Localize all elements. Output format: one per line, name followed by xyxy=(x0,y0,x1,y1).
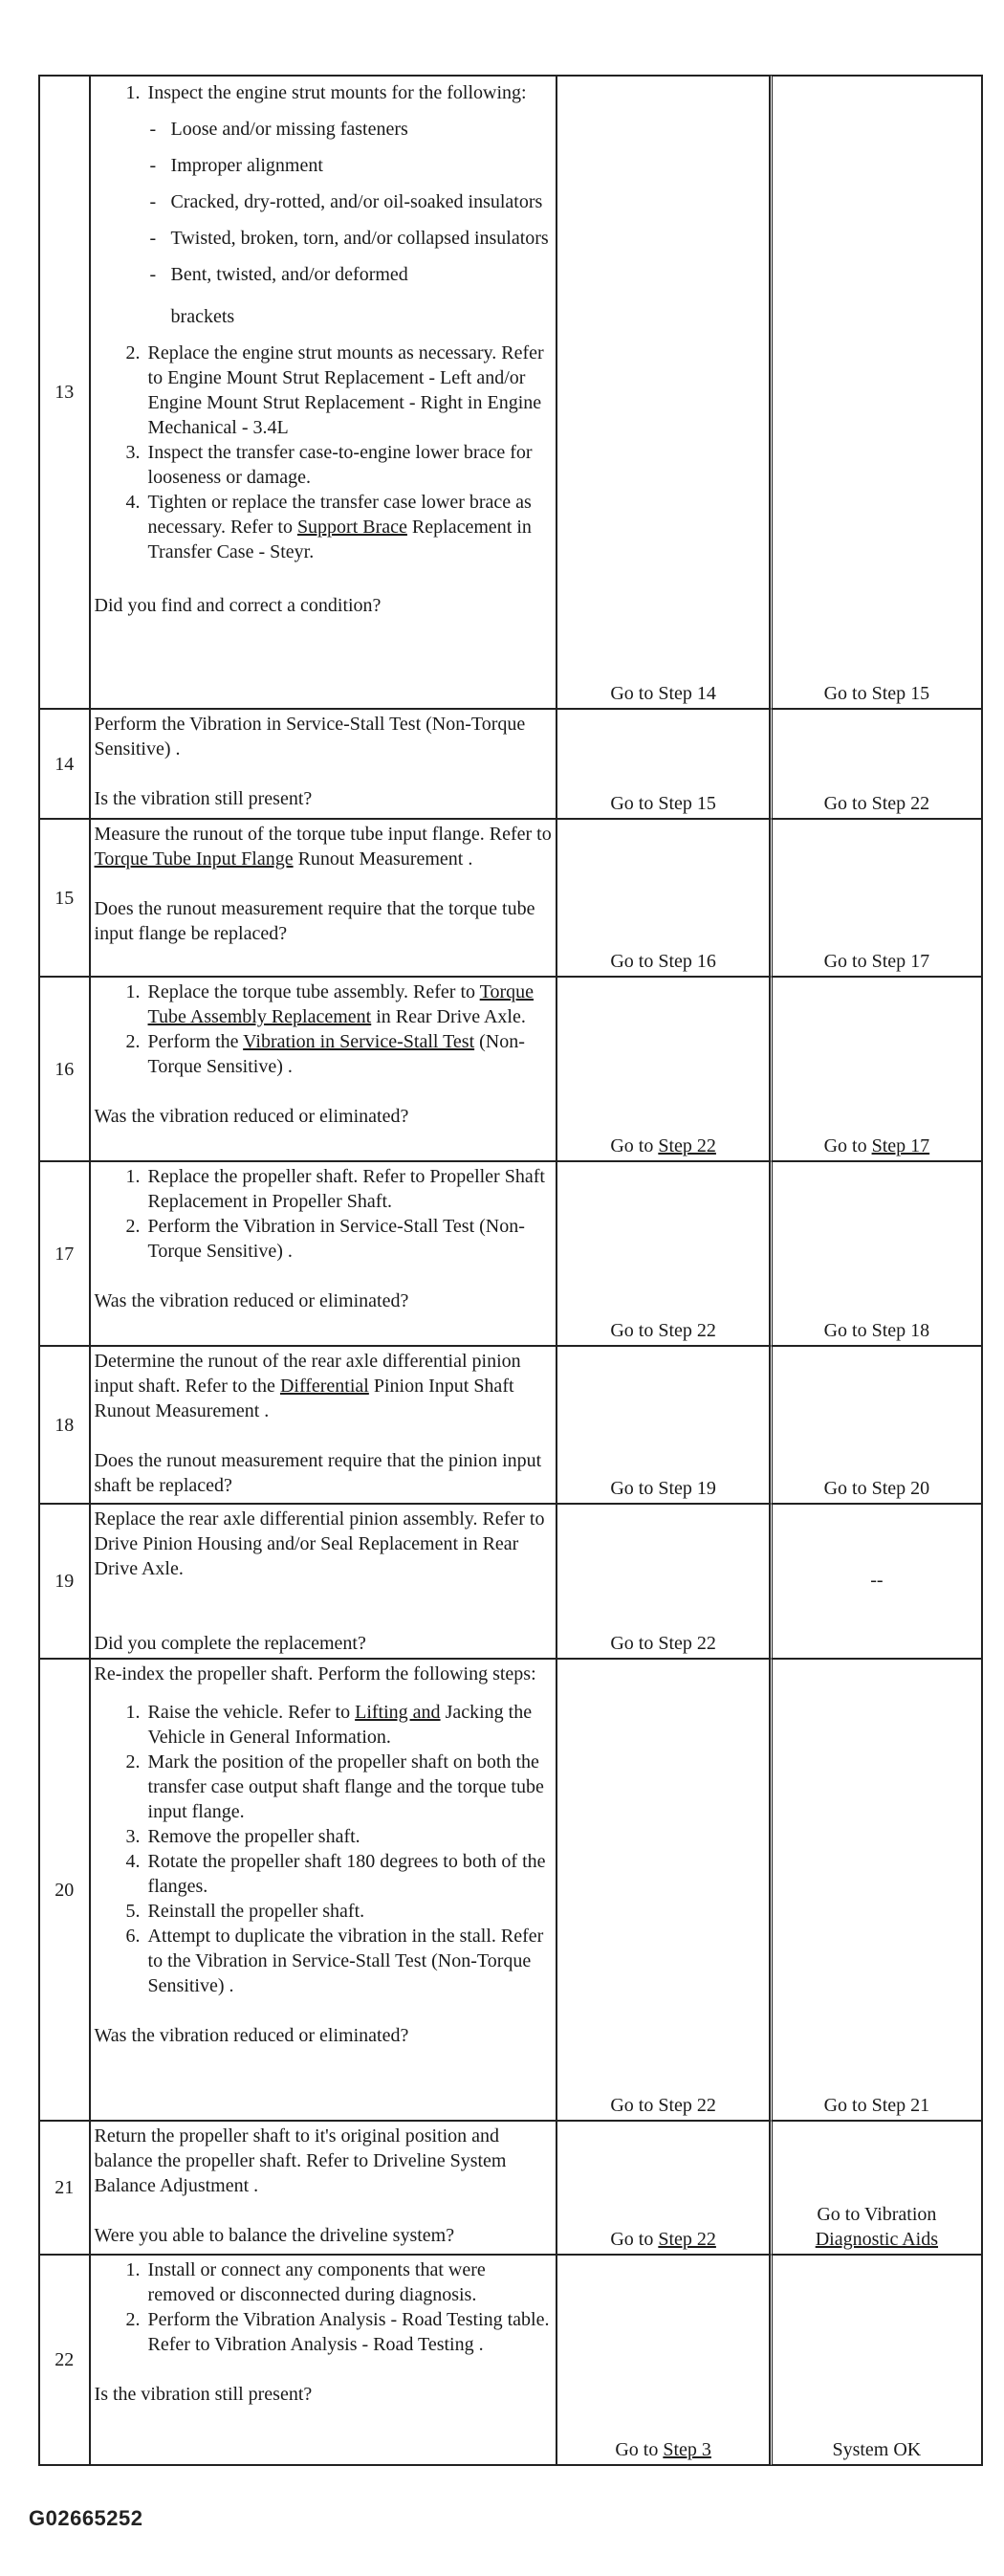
list-item: 1. Replace the propeller shaft. Refer to Propeller Shaft Replacement in Propeller Shaft. xyxy=(125,1166,545,1212)
list-item: 2. Perform the Vibration Analysis - Road Testing table. Refer to Vibration Analysis - Road Testing . xyxy=(125,2309,550,2355)
sub-item: brackets xyxy=(170,306,235,327)
step-number: 16 xyxy=(39,977,90,1161)
list-item: 2. Perform the Vibration in Service-Stall Test (Non-Torque Sensitive) . xyxy=(125,1216,525,1262)
action-cell xyxy=(90,76,557,709)
question: Does the runout measurement require that the torque tube input flange be replaced? xyxy=(94,898,535,944)
step-link[interactable]: Step 22 xyxy=(658,2229,716,2250)
step-number: 14 xyxy=(39,709,90,819)
sub-item: - Cracked, dry-rotted, and/or oil-soaked insulators xyxy=(149,191,543,212)
yes-cell: Go to Step 22 xyxy=(557,1659,769,2121)
step-link[interactable]: Step 17 xyxy=(871,1135,930,1156)
no-cell: System OK xyxy=(770,2255,982,2465)
action-cell xyxy=(90,1161,557,1346)
yes-cell: Go to Step 22 xyxy=(557,1504,769,1659)
table-row xyxy=(39,2121,982,2255)
no-cell: Go to Step 21 xyxy=(770,1659,982,2121)
table-row xyxy=(39,1504,982,1659)
action-cell xyxy=(90,2255,557,2465)
yes-cell: Go to Step 22 xyxy=(557,977,769,1161)
sub-item: - Improper alignment xyxy=(149,155,323,176)
action-cell: Re-index the propeller shaft. Perform the following steps: 1. Raise the vehicle. Refer to Lifting and Jacking the Vehicle in General Information. 2. Mark the position of the propeller shaft on both the transfer case output shaft flange and the torque tube input flange. 3. Remove the propeller shaft. 4. Rotate the propeller shaft 180 degrees to both of the flanges. 5. Reinstall the propeller shaft. 6. Attempt to duplicate the vibration in the stall. Refer to the Vibration in Service-Stall Test (Non-Torque Sensitive) . Was the vibration reduced or eliminated? xyxy=(90,1659,557,2121)
question: Did you find and correct a condition? xyxy=(94,595,382,616)
step-number: 19 xyxy=(39,1504,90,1659)
list-item: 1. Raise the vehicle. Refer to Lifting and Jacking the Vehicle in General Information. xyxy=(125,1702,533,1748)
yes-cell: Go to Step 3 xyxy=(557,2255,769,2465)
question: Was the vibration reduced or eliminated? xyxy=(94,1106,409,1127)
yes-cell: Go to Step 19 xyxy=(557,1346,769,1504)
action-cell: Determine the runout of the rear axle differential pinion input shaft. Refer to the Differential Pinion Input Shaft Runout Measurement . Does the runout measurement require that the pinion input shaft be replaced? xyxy=(90,1346,557,1504)
list-item: 1. Install or connect any components that were removed or disconnected during diagnosis. xyxy=(125,2259,486,2305)
action-cell xyxy=(90,977,557,1161)
no-cell: Go to Step 15 xyxy=(770,76,982,709)
table-row xyxy=(39,2255,982,2465)
step-number: 22 xyxy=(39,2255,90,2465)
step-number: 21 xyxy=(39,2121,90,2255)
yes-cell: Go to Step 22 xyxy=(557,1161,769,1346)
table-row xyxy=(39,1659,982,2121)
no-cell: Go to Vibration Diagnostic Aids xyxy=(770,2121,982,2255)
question: Was the vibration reduced or eliminated? xyxy=(94,1290,409,1311)
list-item: 4. Rotate the propeller shaft 180 degrees to both of the flanges. xyxy=(125,1851,546,1897)
table-row xyxy=(39,76,982,709)
figure-id: G02665252 xyxy=(29,2506,143,2530)
vibration-stall-test-link[interactable]: Vibration in Service-Stall Test xyxy=(243,1031,475,1052)
action-cell: Return the propeller shaft to it's original position and balance the propeller shaft. Refer to Driveline System Balance Adjustment . Were you able to balance the driveline system? xyxy=(90,2121,557,2255)
list-item: 1. Inspect the engine strut mounts for the following: - Loose and/or missing fasteners - Improper alignment - Cracked, dry-rotted, and/or oil-soaked insulators - Twisted, broken, torn, and/or collapsed insulators - Bent, twisted, and/or deformed brackets xyxy=(114,80,553,329)
action-cell: Perform the Vibration in Service-Stall Test (Non-Torque Sensitive) . Is the vibration still present? xyxy=(90,709,557,819)
no-cell: Go to Step 17 xyxy=(770,819,982,977)
step-link[interactable]: Step 3 xyxy=(663,2439,711,2460)
action-cell: Measure the runout of the torque tube input flange. Refer to Torque Tube Input Flange Runout Measurement . Does the runout measurement require that the torque tube input flange be replaced? xyxy=(90,819,557,977)
step-number: 18 xyxy=(39,1346,90,1504)
question: Was the vibration reduced or eliminated? xyxy=(94,2025,409,2046)
support-brace-link[interactable]: Support Brace xyxy=(296,517,407,538)
lifting-jacking-link[interactable]: Lifting and xyxy=(355,1702,441,1723)
step-number: 17 xyxy=(39,1161,90,1346)
list-item: 2. Mark the position of the propeller shaft on both the transfer case output shaft flange and the torque tube input flange. xyxy=(125,1751,544,1822)
table-row xyxy=(39,819,982,977)
no-cell: Go to Step 20 xyxy=(770,1346,982,1504)
sub-item: - Bent, twisted, and/or deformed xyxy=(149,264,408,285)
question: Did you complete the replacement? xyxy=(94,1633,366,1654)
no-cell: Go to Step 17 xyxy=(770,977,982,1161)
step-link[interactable]: Step 22 xyxy=(658,1135,716,1156)
yes-cell: Go to Step 22 xyxy=(557,2121,769,2255)
diagnostic-table xyxy=(38,75,983,2466)
step-number: 15 xyxy=(39,819,90,977)
yes-cell: Go to Step 14 xyxy=(557,76,769,709)
table-row xyxy=(39,709,982,819)
action-cell: Replace the rear axle differential pinion assembly. Refer to Drive Pinion Housing and/or Seal Replacement in Rear Drive Axle. Did you complete the replacement? xyxy=(90,1504,557,1659)
list-item: 5. Reinstall the propeller shaft. xyxy=(125,1901,365,1922)
table-row xyxy=(39,1161,982,1346)
sub-item: - Twisted, broken, torn, and/or collapsed insulators xyxy=(149,228,549,249)
question: Does the runout measurement require that the pinion input shaft be replaced? xyxy=(94,1450,542,1496)
question: Were you able to balance the driveline system? xyxy=(94,2225,455,2246)
torque-tube-flange-link[interactable]: Torque Tube Input Flange xyxy=(94,848,294,870)
question: Is the vibration still present? xyxy=(94,2384,313,2405)
differential-link[interactable]: Differential xyxy=(279,1376,369,1397)
diagnostic-aids-link[interactable]: Diagnostic Aids xyxy=(815,2229,939,2250)
question: Is the vibration still present? xyxy=(94,788,313,809)
list-item: 1. Replace the torque tube assembly. Refer to Torque Tube Assembly Replacement in Rear Drive Axle. xyxy=(125,981,534,1027)
no-cell: Go to Step 22 xyxy=(770,709,982,819)
list-item: 2. Perform the Vibration in Service-Stall Test (Non-Torque Sensitive) . xyxy=(125,1031,525,1077)
list-item: 3. Remove the propeller shaft. xyxy=(125,1826,360,1847)
table-row xyxy=(39,1346,982,1504)
no-cell: -- xyxy=(770,1504,982,1659)
step-number: 20 xyxy=(39,1659,90,2121)
sub-item: - Loose and/or missing fasteners xyxy=(149,119,408,140)
no-cell: Go to Step 18 xyxy=(770,1161,982,1346)
table-row xyxy=(39,977,982,1161)
step-number: 13 xyxy=(39,76,90,709)
list-item: 3. Inspect the transfer case-to-engine lower brace for looseness or damage. xyxy=(125,442,533,488)
list-item: 2. Replace the engine strut mounts as necessary. Refer to Engine Mount Strut Replacement - Left and/or Engine Mount Strut Replacement - Right in Engine Mechanical - 3.4L xyxy=(125,342,544,438)
yes-cell: Go to Step 16 xyxy=(557,819,769,977)
torque-tube-replacement-link[interactable]: Torque Tube Assembly Replacement xyxy=(147,981,534,1027)
list-item: 4. Tighten or replace the transfer case lower brace as necessary. Refer to Support Brace Replacement in Transfer Case - Steyr. xyxy=(125,492,532,562)
yes-cell: Go to Step 15 xyxy=(557,709,769,819)
list-item: 6. Attempt to duplicate the vibration in the stall. Refer to the Vibration in Service-Stall Test (Non-Torque Sensitive) . xyxy=(125,1926,544,1996)
